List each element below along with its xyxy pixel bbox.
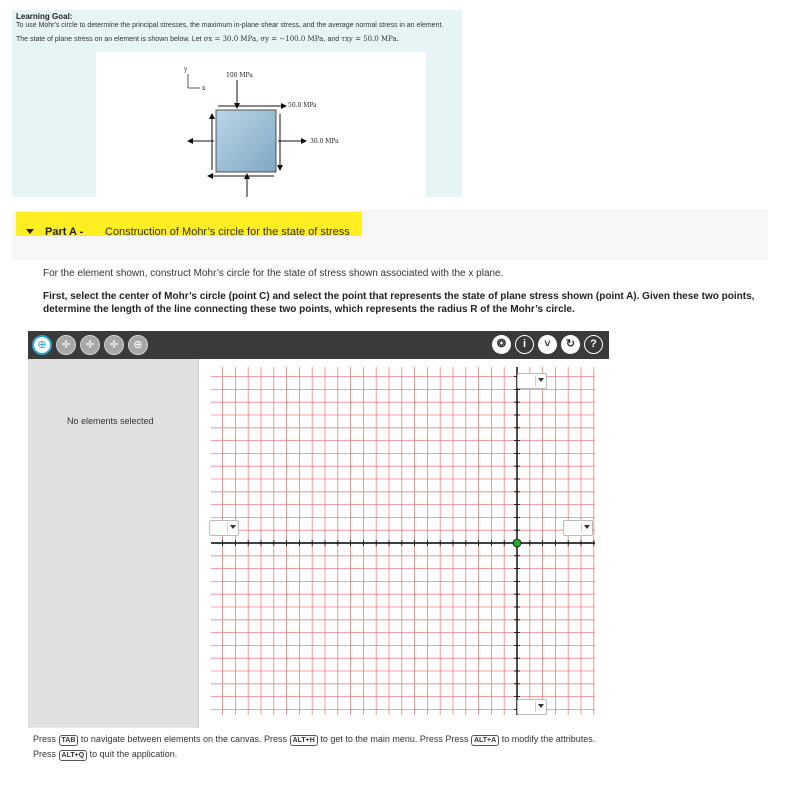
part-a-header[interactable]	[16, 212, 362, 236]
part-a-title: Construction of Mohr’s circle for the state of stress	[105, 226, 350, 238]
attributes-sidebar	[28, 359, 198, 727]
point-label-tool-icon[interactable]: ✛	[80, 335, 100, 355]
help-icon[interactable]: ?	[584, 335, 603, 354]
select-tool-icon[interactable]: ⊕	[32, 335, 52, 355]
alt-h-key: ALT+H	[290, 735, 318, 746]
origin-point[interactable]	[513, 539, 521, 547]
axis-top-dropdown[interactable]	[517, 373, 547, 389]
right-load-label: 30.0 MPa	[310, 138, 339, 145]
circle-tool-icon[interactable]: ⊕	[128, 335, 148, 355]
alt-q-key: ALT+Q	[59, 750, 88, 761]
instruction-line-2: First, select the center of Mohr’s circle (point C) and select the point that represents the state of plane stress shown (point A). Given these two points, determine the length of the line connecting these two points, which represents the radius R of the Mohr’s circle.	[43, 291, 755, 315]
axis-right-dropdown[interactable]	[563, 520, 593, 536]
axis-bottom-dropdown[interactable]	[517, 699, 547, 715]
graph-canvas[interactable]	[198, 359, 610, 728]
line-tool-icon[interactable]: ✛	[104, 335, 124, 355]
part-a-label: Part A -	[45, 226, 84, 238]
learning-goal-title: Learning Goal:	[16, 12, 73, 21]
learning-goal-text: To use Mohr's circle to determine the principal stresses, the maximum in-plane shear stress, and the average normal stress in an element.	[16, 22, 444, 29]
sigma-y-value: σy = −100.0 MPa,	[260, 35, 326, 43]
stress-element-diagram	[96, 52, 426, 197]
learning-goal-box	[12, 10, 462, 197]
collapse-caret-icon[interactable]	[26, 229, 34, 234]
part-a-section	[12, 210, 768, 260]
chevron-down-icon	[538, 704, 544, 708]
chevron-down-icon	[230, 525, 236, 529]
info-icon[interactable]: i	[515, 335, 534, 354]
selection-status: No elements selected	[67, 416, 154, 426]
tau-xy-value: τxy = 50.0 MPa.	[341, 35, 399, 43]
point-tool-icon[interactable]: ✛	[56, 335, 76, 355]
keyboard-help-line-2: Press ALT+Q to quit the application.	[33, 749, 178, 759]
stress-state-text: The state of plane stress on an element is shown below. Let σx = 30.0 MPa, σy = −100.0 MPa, and τxy = 50.0 MPa.	[16, 35, 399, 43]
top-load-label: 100 MPa	[226, 72, 253, 79]
axis-left-dropdown[interactable]	[209, 520, 239, 536]
toolbar	[28, 331, 609, 359]
instruction-line-1: For the element shown, construct Mohr’s circle for the state of stress shown associated with the x plane.	[43, 268, 504, 279]
keyboard-help	[28, 728, 609, 768]
sigma-x-value: σx = 30.0 MPa,	[203, 35, 259, 43]
tab-key: TAB	[59, 735, 79, 746]
shear-load-label: 50.0 MPa	[288, 102, 317, 109]
mohr-circle-tool	[28, 331, 609, 768]
alt-a-key: ALT+A	[471, 735, 499, 746]
keyboard-help-line-1: Press TAB to navigate between elements on the canvas. Press ALT+H to get to the main menu. Press Press ALT+A to modify the attributes.	[33, 734, 596, 744]
stress-element-square	[216, 110, 276, 172]
stress-element-figure	[96, 52, 426, 197]
chevron-down-icon	[538, 378, 544, 382]
dropdown-icon[interactable]: ˅	[538, 335, 557, 354]
grid[interactable]	[199, 359, 610, 728]
reset-icon[interactable]: ↻	[561, 335, 580, 354]
y-axis-label: y	[184, 66, 188, 73]
chevron-down-icon	[584, 525, 590, 529]
hint-icon[interactable]: ❂	[492, 335, 511, 354]
x-axis-label: x	[202, 85, 206, 92]
